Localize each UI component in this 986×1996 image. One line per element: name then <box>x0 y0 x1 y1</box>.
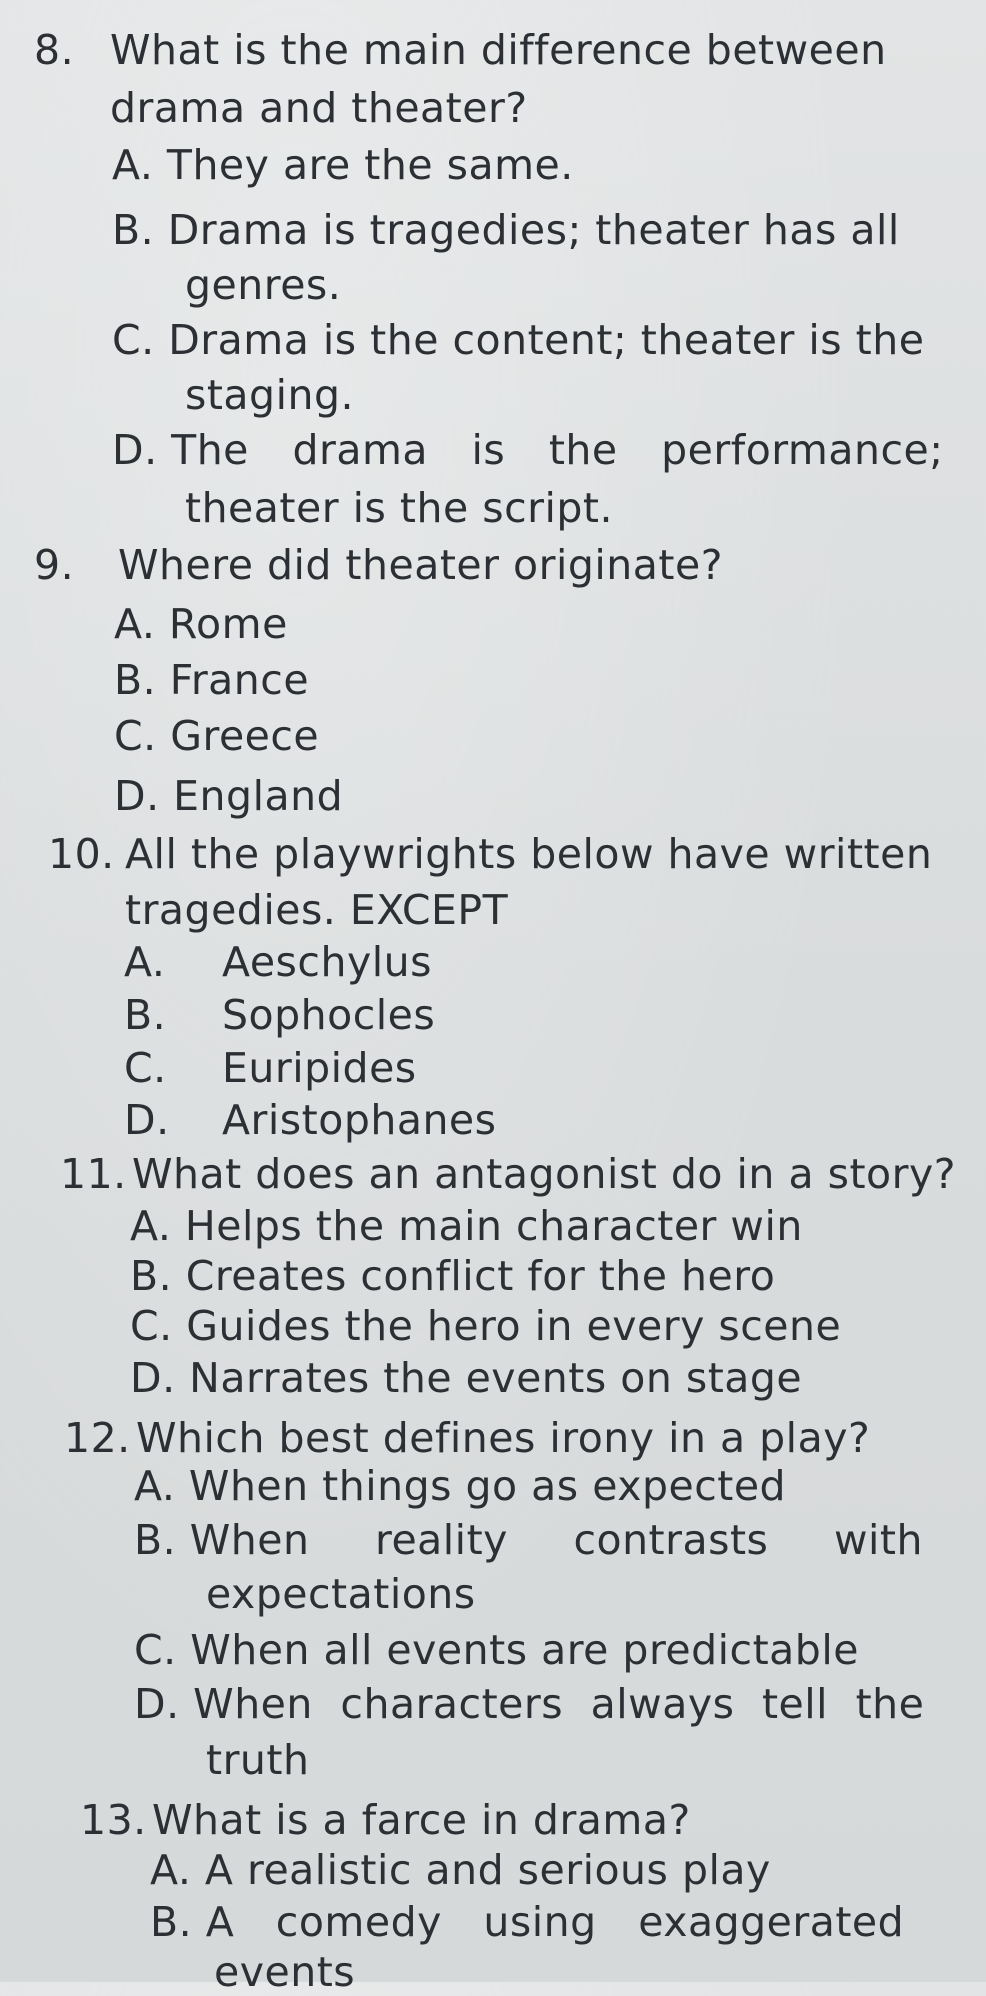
choice-b[interactable] <box>124 991 436 1039</box>
choice-text: Aeschylus <box>222 938 432 986</box>
choice-text: Greece <box>170 712 320 760</box>
choice-label: D. <box>124 1096 170 1144</box>
choice-text: The drama is the performance; <box>171 426 944 474</box>
choice-d[interactable] <box>112 426 944 474</box>
choice-d[interactable] <box>114 772 344 820</box>
choice-d[interactable] <box>124 1096 497 1144</box>
choice-text: England <box>173 772 344 820</box>
choice-text-continued: theater is the script. <box>185 484 613 532</box>
choice-label: C. <box>124 1044 167 1092</box>
question-text: What is a farce in drama? <box>152 1796 691 1844</box>
choice-text-continued: expectations <box>206 1570 476 1618</box>
question-text: What is the main difference between <box>110 26 887 74</box>
choice-text: When characters always tell the <box>193 1680 925 1728</box>
question-number: 13. <box>80 1796 147 1844</box>
choice-label: B. <box>130 1252 173 1300</box>
choice-a[interactable] <box>130 1202 803 1250</box>
choice-text: Drama is the content; theater is the <box>168 316 925 364</box>
choice-text-continued: staging. <box>185 371 355 419</box>
choice-c[interactable] <box>134 1626 859 1674</box>
choice-text: Euripides <box>222 1044 417 1092</box>
choice-text: When all events are predictable <box>190 1626 859 1674</box>
choice-label: A. <box>112 141 154 189</box>
question-number: 12. <box>64 1414 131 1462</box>
choice-label: D. <box>112 426 158 474</box>
choice-text: Drama is tragedies; theater has all <box>167 206 900 254</box>
choice-label: A. <box>130 1202 172 1250</box>
choice-a[interactable] <box>112 141 574 189</box>
question-number: 11. <box>60 1150 127 1198</box>
choice-label: B. <box>112 206 155 254</box>
choice-c[interactable] <box>130 1302 842 1350</box>
question-text: tragedies. EXCEPT <box>125 886 509 934</box>
choice-text-continued: truth <box>206 1736 310 1784</box>
choice-text: France <box>169 656 310 704</box>
choice-text: When things go as expected <box>188 1462 787 1510</box>
choice-b[interactable] <box>134 1516 923 1564</box>
question-text: Where did theater originate? <box>118 541 723 589</box>
choice-b[interactable] <box>150 1898 920 1946</box>
choice-label: B. <box>134 1516 177 1564</box>
choice-label: C. <box>130 1302 173 1350</box>
choice-text-continued: events <box>214 1948 356 1996</box>
choice-text: Guides the hero in every scene <box>186 1302 842 1350</box>
choice-c[interactable] <box>112 316 926 364</box>
choice-text: Creates conflict for the hero <box>185 1252 776 1300</box>
question-number: 9. <box>34 541 75 589</box>
choice-b[interactable] <box>112 206 926 254</box>
choice-label: D. <box>130 1354 176 1402</box>
choice-label: C. <box>114 712 157 760</box>
question-number: 8. <box>34 26 75 74</box>
choice-a[interactable] <box>134 1462 787 1510</box>
choice-text: They are the same. <box>166 141 574 189</box>
choice-text: Helps the main character win <box>184 1202 803 1250</box>
choice-text: Narrates the events on stage <box>189 1354 803 1402</box>
question-number: 10. <box>48 830 115 878</box>
choice-label: A. <box>150 1846 192 1894</box>
choice-label: B. <box>114 656 157 704</box>
question-text: drama and theater? <box>110 84 528 132</box>
choice-c[interactable] <box>124 1044 417 1092</box>
choice-label: D. <box>114 772 160 820</box>
question-text: All the playwrights below have written <box>125 830 933 878</box>
choice-a[interactable] <box>150 1846 771 1894</box>
choice-label: C. <box>134 1626 177 1674</box>
choice-label: A. <box>124 938 166 986</box>
choice-text: When reality contrasts with <box>189 1516 923 1564</box>
choice-label: A. <box>114 600 156 648</box>
choice-label: B. <box>124 991 167 1039</box>
choice-d[interactable] <box>130 1354 803 1402</box>
choice-d[interactable] <box>134 1680 925 1728</box>
choice-text: A comedy using exaggerated <box>205 1898 905 1946</box>
choice-a[interactable] <box>114 600 288 648</box>
choice-text: Rome <box>168 600 288 648</box>
choice-b[interactable] <box>130 1252 776 1300</box>
choice-text: A realistic and serious play <box>204 1846 771 1894</box>
question-text: Which best defines irony in a play? <box>136 1414 871 1462</box>
choice-b[interactable] <box>114 656 310 704</box>
choice-a[interactable] <box>124 938 432 986</box>
choice-text: Sophocles <box>222 991 436 1039</box>
choice-text: Aristophanes <box>222 1096 497 1144</box>
choice-c[interactable] <box>114 712 320 760</box>
choice-label: D. <box>134 1680 180 1728</box>
choice-label: C. <box>112 316 155 364</box>
choice-label: A. <box>134 1462 176 1510</box>
choice-text-continued: genres. <box>185 261 342 309</box>
choice-label: B. <box>150 1898 193 1946</box>
question-text: What does an antagonist do in a story? <box>132 1150 957 1198</box>
